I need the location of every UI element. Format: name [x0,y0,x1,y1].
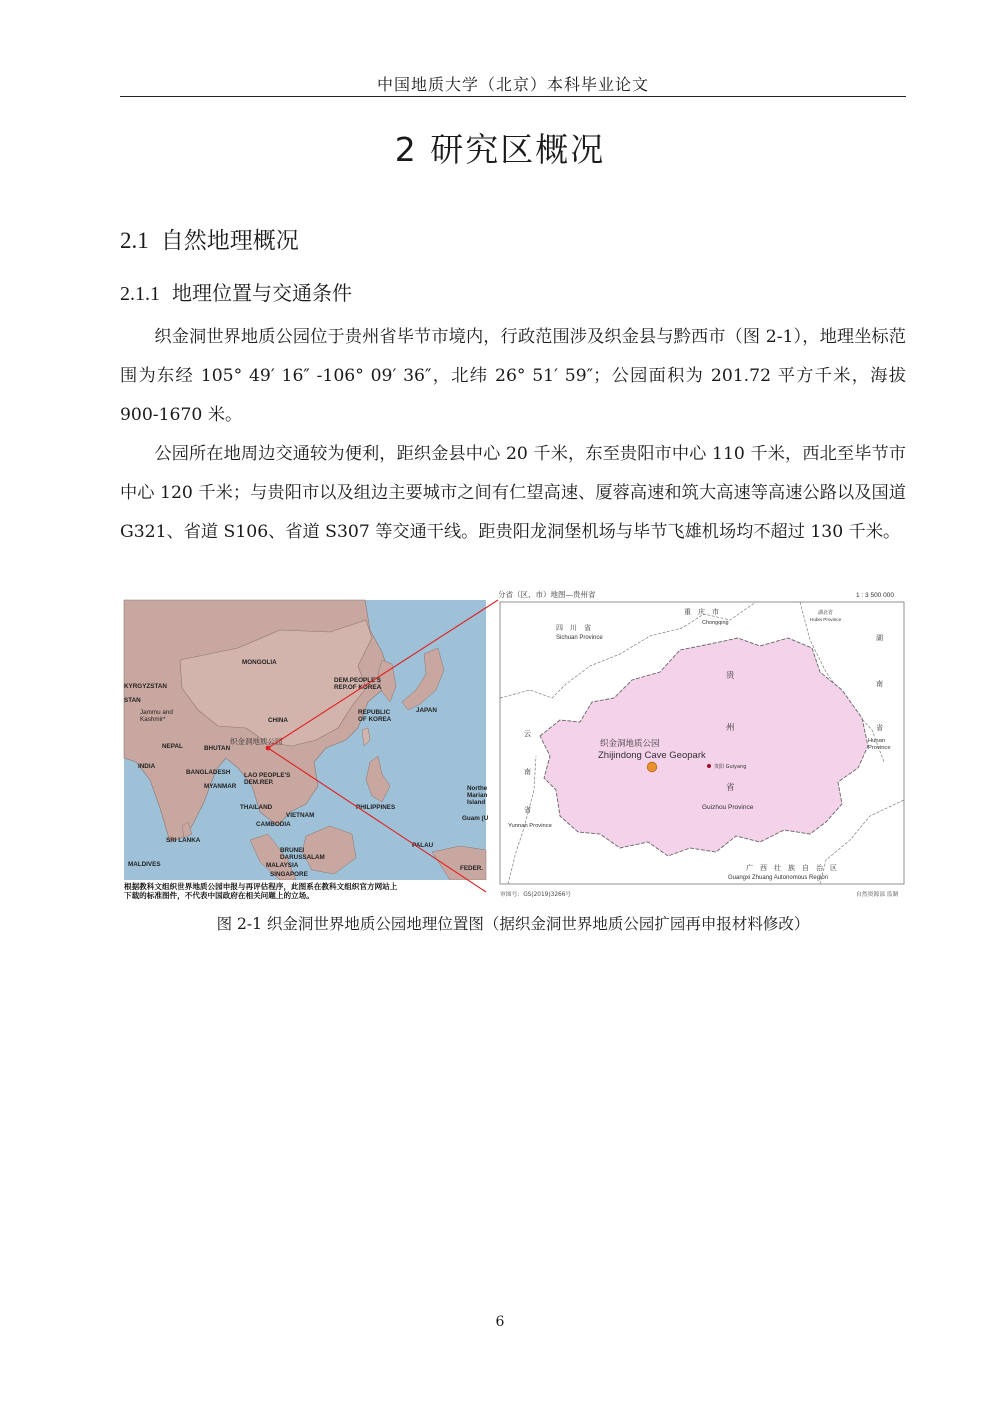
subsection-number: 2.1.1 [120,283,160,305]
asia-overview-map [124,600,489,900]
guizhou-province-map [498,590,906,898]
map-number: 审图号：GS(2019)3266号 [500,892,572,898]
header-rule [120,96,906,97]
label-nmariana-1: Northe [467,785,488,792]
label-myanmar: MYANMAR [204,783,237,790]
park-location-dot [647,762,657,772]
label-guiyang: 贵阳 Guiyang [714,764,747,770]
running-header: 中国地质大学（北京）本科毕业论文 [376,75,649,94]
label-park-overview: 织金洞地质公园 [230,737,283,746]
label-hunan-en-2: Province [868,745,891,751]
location-figure-svg [120,590,906,900]
label-stan: STAN [124,697,141,704]
section-heading [120,222,299,255]
label-india: INDIA [138,763,156,770]
label-fsm: FEDER. [460,865,484,872]
label-sichuan-en: Sichuan Province [556,635,603,641]
label-park-en: Zhijindong Cave Geopark [598,750,706,761]
label-guizhou-3: 省 [726,783,735,793]
province-map-header: 分省（区、市）地图—贵州省 [498,590,596,599]
label-kashmir: Kashmir* [140,716,166,723]
label-hunan-en-1: Hunan [868,738,886,744]
label-sichuan-cn: 四 川 省 [556,624,591,632]
label-dprk-2: REP.OF KOREA [334,684,382,691]
figure-caption: 图 2-1 织金洞世界地质公园地理位置图（据织金洞世界地质公园扩园再申报材料修改） [216,915,810,933]
province-map-scale: 1 : 3 500 000 [856,592,894,599]
label-bangladesh: BANGLADESH [186,769,231,776]
footnote-line-1: 根据教科文组织世界地质公园申报与再评估程序，此图系在教科文组织官方网站上 [124,882,398,891]
label-japan: JAPAN [416,707,437,714]
page-number: 6 [495,1314,505,1330]
label-mongolia: MONGOLIA [242,659,277,666]
label-hunan-2: 南 [876,680,883,688]
label-nmariana-3: Island [467,799,486,806]
label-rok-1: REPUBLIC [358,709,391,716]
label-brunei-1: BRUNEI [280,847,305,854]
label-chongqing-cn: 重 庆 市 [684,608,719,616]
label-hubei-cn: 湖北省 [818,610,834,616]
label-chongqing-en: Chongqing [702,620,729,626]
label-guizhou-en: Guizhou Province [702,804,754,811]
label-lao-2: DEM.REP. [244,779,274,786]
label-jammu: Jammu and [140,709,173,716]
guiyang-city-dot [707,764,711,768]
label-singapore: SINGAPORE [270,871,308,878]
chapter-title: 2 研究区概况 [394,130,606,169]
footnote-line-2: 下载的标准图件，不代表中国政府在相关问题上的立场。 [124,891,314,900]
label-guizhou-2: 州 [726,723,735,733]
label-hubei-en: Hubei Province [810,617,842,622]
label-brunei-2: DARUSSALAM [280,854,325,861]
label-guizhou-1: 贵 [726,671,735,681]
subsection-title: 地理位置与交通条件 [172,281,352,305]
label-nepal: NEPAL [162,743,183,750]
label-dprk-1: DEM.PEOPLE'S [334,677,381,684]
label-guangxi-en: Guangxi Zhuang Autonomous Region [728,875,829,881]
location-figure [120,590,906,900]
subsection-heading [120,277,352,306]
label-vietnam: VIETNAM [286,812,315,819]
label-srilanka: SRI LANKA [166,837,201,844]
paragraph-transport: 公园所在地周边交通较为便利，距织金县中心 20 千米，东至贵阳市中心 110 千米，西北至毕节市中心 120 千米；与贵阳市以及组边主要城市之间有仁望高速、厦蓉高速和筑大高速等高速公路以及国道 G321、省道 S106、省道 S307 等交通干线。距贵阳龙洞堡机场与毕节飞雄机场均不超过 130 千米。 [120,444,906,542]
label-bhutan: BHUTAN [204,745,231,752]
label-yunnan-3: 省 [524,806,531,814]
label-park-cn: 织金洞地质公园 [600,739,660,749]
label-cambodia: CAMBODIA [256,821,291,828]
label-guam: Guam (U [462,815,489,822]
label-nmariana-2: Marian [467,792,488,799]
label-palau: PALAU [412,842,434,849]
map-publisher: 自然资源部 监制 [856,892,899,898]
label-hunan-1: 湖 [876,634,883,642]
label-rok-2: OF KOREA [358,716,392,723]
label-yunnan-1: 云 [524,730,531,738]
label-maldives: MALDIVES [128,861,161,868]
section-number: 2.1 [120,228,149,253]
label-malaysia: MALAYSIA [266,862,299,869]
label-kyrgyzstan: KYRGYZSTAN [124,683,167,690]
label-thailand: THAILAND [240,804,273,811]
label-yunnan-2: 南 [524,768,531,776]
label-yunnan-en: Yunnan Province [508,823,552,829]
paragraph-location: 织金洞世界地质公园位于贵州省毕节市境内，行政范围涉及织金县与黔西市（图 2-1），地理坐标范围为东经 105° 49′ 16″ -106° 09′ 36″，北纬 26° 51′ 59″；公园面积为 201.72 平方千米，海拔 900-1670 米。 [120,327,906,425]
label-guangxi-cn: 广 西 壮 族 自 治 区 [746,864,837,872]
label-china: CHINA [268,717,288,724]
label-lao-1: LAO PEOPLE'S [244,772,291,779]
section-title: 自然地理概况 [160,228,299,254]
label-hunan-3: 省 [876,724,883,732]
label-philippines: PHILIPPINES [356,804,396,811]
